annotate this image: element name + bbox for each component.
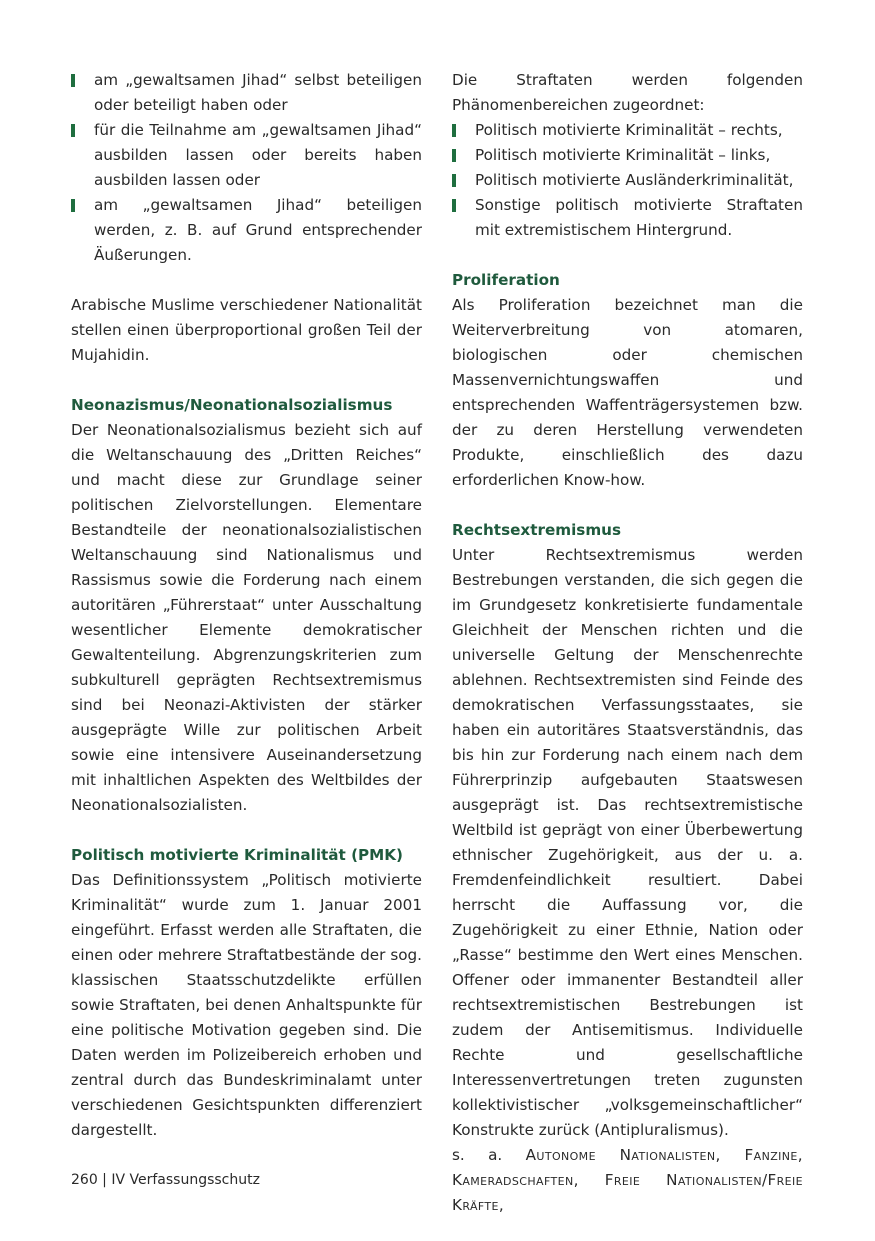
list-item: Politisch motivierte Kriminalität – rechts, <box>452 118 803 143</box>
neonazismus-paragraph: Der Neonationalsozialismus bezieht sich auf die Weltanschauung des „Dritten Reiches“ und macht diese zur Grundlage seiner politischen Zielvorstellungen. Elementare Bestandteile der neonationalsozialistischen Weltanschauung sind Nationalismus und Rassismus sowie die Forderung nach einem autoritären „Führerstaat“ unter Ausschaltung wesentlicher Elemente demokratischer Gewaltenteilung. Abgrenzungskriterien zum subkulturell geprägten Rechtsextremismus sind bei Neonazi-Aktivisten der stärker ausgeprägte Wille zur politischen Arbeit sowie eine intensivere Auseinandersetzung mit inhaltlichen Aspekten des Weltbildes der Neonationalsozialisten. <box>71 421 422 814</box>
pmk-heading: Politisch motivierte Kriminalität (PMK) <box>71 846 403 864</box>
list-item: Politisch motivierte Ausländerkriminalität, <box>452 168 803 193</box>
rechtsextremismus-paragraph: Unter Rechtsextremismus werden Bestrebungen verstanden, die sich gegen die im Grundgesetz konkretisierte fundamentale Gleichheit der Menschen richten und die universelle Geltung der Menschenrechte ablehnen. Rechtsextremisten sind Feinde des demokratischen Verfassungsstaates, sie haben ein autoritäres Staatsverständnis, das bis hin zur Forderung nach einem nach dem Führerprinzip aufgebauten Staatswesen ausgeprägt ist. Das rechtsextremistische Weltbild ist geprägt von einer Überbewertung ethnischer Zugehörigkeit, aus der u. a. Fremdenfeindlichkeit resultiert. Dabei herrscht die Auffassung vor, die Zugehörigkeit zu einer Ethnie, Nation oder „Rasse“ bestimme den Wert eines Menschen. Offener oder immanenter Bestandteil aller rechtsextremistischen Bestrebungen ist zudem der Antisemitismus. Individuelle Rechte und gesellschaftliche Interessenvertretungen treten zugunsten kollektivistischer „volksgemeinschaftlicher“ Konstrukte zurück (Antipluralismus). <box>452 546 803 1139</box>
proliferation-heading: Proliferation <box>452 271 560 289</box>
list-item: Politisch motivierte Kriminalität – links, <box>452 143 803 168</box>
jihad-criteria-list <box>71 68 422 268</box>
rechtsextremismus-heading: Rechtsextremismus <box>452 521 622 539</box>
bullet-marker <box>71 199 75 212</box>
bullet-marker <box>452 124 456 137</box>
left-column <box>71 68 422 1143</box>
bullet-marker <box>452 199 456 212</box>
bullet-marker <box>452 174 456 187</box>
see-also-links: Autonome Nationalisten, Fanzine, Kameradschaften, Freie Nationalisten/Freie Kräfte, <box>452 1146 803 1214</box>
right-column <box>452 68 803 1218</box>
bullet-marker <box>71 74 75 87</box>
list-item: für die Teilnahme am „gewaltsamen Jihad“ ausbilden lassen oder bereits haben ausbilden lassen oder <box>71 118 422 193</box>
list-item: am „gewaltsamen Jihad“ selbst beteiligen oder beteiligt haben oder <box>71 68 422 118</box>
pmk-paragraph: Das Definitionssystem „Politisch motivierte Kriminalität“ wurde zum 1. Januar 2001 eingeführt. Erfasst werden alle Straftaten, die einen oder mehrere Straftatbestände der sog. klassischen Staatsschutzdelikte erfüllen sowie Straftaten, bei denen Anhaltspunkte für eine politische Motivation gegeben sind. Die Daten werden im Polizeibereich erhoben und zentral durch das Bundeskriminalamt unter verschiedenen Gesichtspunkten differenziert dargestellt. <box>71 871 422 1139</box>
see-also-line <box>452 1143 803 1218</box>
proliferation-paragraph: Als Proliferation bezeichnet man die Weiterverbreitung von atomaren, biologischen oder chemischen Massenvernichtungswaffen und entsprechenden Waffenträgersystemen bzw. der zu deren Herstellung verwendeten Produkte, einschließlich des dazu erforderlichen Know-how. <box>452 296 803 489</box>
phaenomen-intro: Die Straftaten werden folgenden Phänomenbereichen zugeordnet: <box>452 71 803 114</box>
neonazismus-heading: Neonazismus/Neonationalsozialismus <box>71 396 393 414</box>
list-item: Sonstige politisch motivierte Straftaten mit extremistischem Hintergrund. <box>452 193 803 243</box>
phaenomen-list <box>452 118 803 243</box>
mujahidin-paragraph: Arabische Muslime verschiedener Nationalität stellen einen überproportional großen Teil der Mujahidin. <box>71 296 422 364</box>
list-item: am „gewaltsamen Jihad“ beteiligen werden, z. B. auf Grund entsprechender Äußerungen. <box>71 193 422 268</box>
page-footer: 260 | IV Verfassungsschutz <box>71 1172 260 1188</box>
bullet-marker <box>71 124 75 137</box>
bullet-marker <box>452 149 456 162</box>
see-also-prefix: s. a. <box>452 1146 526 1164</box>
